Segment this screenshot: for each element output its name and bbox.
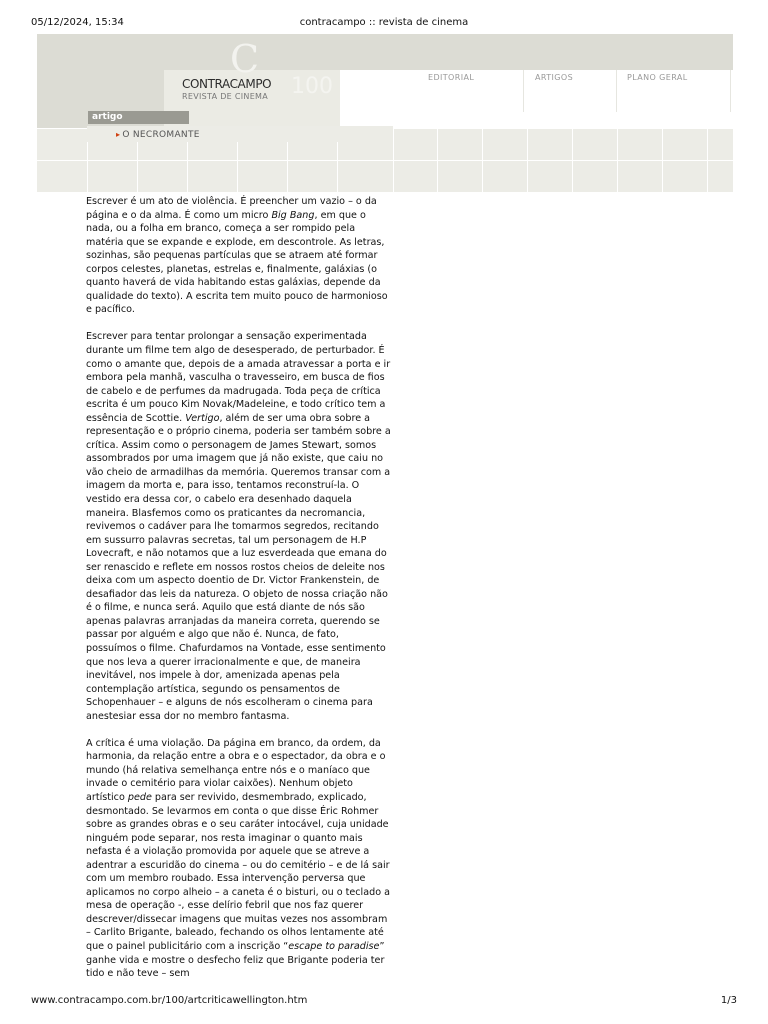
nav-artigos[interactable]: ARTIGOS [535, 73, 574, 82]
breadcrumb-current: O NECROMANTE [122, 130, 200, 140]
grid-line [437, 128, 438, 192]
issue-number: 100 [291, 74, 333, 99]
print-datetime: 05/12/2024, 15:34 [31, 17, 124, 28]
italic-text: Vertigo [185, 412, 220, 424]
grid-line [527, 128, 528, 192]
grid-line [572, 128, 573, 192]
text-run: Escrever para tentar prolongar a sensação experimentada durante um filme tem algo de desesperado, de perturbador. É como o amante que, depois de a amada atravessar a porta e ir embora pela manhã, vasculha o travesseiro, em busca de fios de cabelo e de perfumes da madrugada. Toda peça de crítica escrita é um pouco Kim Novak/Madeleine, e todo crítico tem a essência de Scottie. [86, 331, 391, 424]
article-paragraph [86, 737, 392, 981]
nav-plano-geral[interactable]: PLANO GERAL [627, 73, 688, 82]
nav-divider [616, 70, 617, 112]
logo-mark-icon: C [230, 37, 260, 81]
site-header [37, 34, 733, 192]
text-run: Escrever é um ato de violência. É preencher um vazio – o da página e o da alma. É como um micro [86, 196, 377, 221]
print-page-title: contracampo :: revista de cinema [299, 17, 469, 28]
logo-name[interactable]: CONTRACAMPO [182, 77, 272, 91]
header-band [37, 34, 733, 70]
grid-line [662, 128, 663, 192]
italic-text: escape to paradise [288, 940, 380, 952]
text-run: para ser revivido, desmembrado, explicado, desmontado. Se levarmos em conta o que disse Éric Rohmer sobre as grandes obras e o seu caráter intocável, cuja unidade ninguém pode separar, nos resta imaginar o quanto mais nefasta é a violação promovida por aquele que se atreve a adentrar a escuridão do cinema – ou do cemitério – e de lá sair com um membro roubado. Essa intervenção perversa que aplicamos no corpo alheio – a caneta é o bisturi, ou o teclado a mesa de operação -, esse delírio febril que nos faz querer descrever/dissecar imagens que muitas vezes nos assombram – Carlito Brigante, baleado, fechando os olhos lentamente até que o painel publicitário com a inscrição “ [86, 791, 390, 952]
grid-line [617, 128, 618, 192]
text-run: ” ganhe vida e mostre o desfecho feliz que Brigante poderia ter tido e não teve – sem [86, 940, 385, 980]
grid-line [393, 128, 394, 192]
article-paragraph [86, 330, 392, 723]
breadcrumb [116, 130, 200, 140]
nav-divider [523, 70, 524, 112]
nav-editorial[interactable]: EDITORIAL [428, 73, 475, 82]
grid-line [707, 128, 708, 192]
article-body [86, 195, 392, 994]
grid-line [482, 128, 483, 192]
grid-line [37, 160, 733, 161]
text-run: A crítica é uma violação. Da página em branco, da ordem, da harmonia, da relação entre a obra e o espectador, da obra e o mundo (há relativa semelhança entre nós e o maníaco que invade o cemitério para violar caixões). Nenhum objeto artístico [86, 737, 386, 803]
italic-text: pede [127, 791, 152, 803]
italic-text: Big Bang [271, 209, 315, 221]
main-nav [340, 70, 733, 112]
nav-divider [730, 70, 731, 112]
print-url[interactable]: www.contracampo.com.br/100/artcriticawellington.htm [31, 995, 308, 1006]
text-run: , em que o nada, ou a folha em branco, começa a ser rompido pela matéria que se expande e explode, em descontrole. As letras, sozinhas, são pequenas partículas que se atraem até formar corpos celestes, planetas, estrelas e, finalmente, galáxias (o quanto haverá de vida habitando estas galáxias, depende da qualidade do texto). A escrita tem muito pouco de harmonioso e pacífico. [86, 209, 388, 316]
text-run: , além de ser uma obra sobre a representação e o próprio cinema, poderia ser também sobre a crítica. Assim como o personagem de James Stewart, somos assombrados por uma imagem que já não existe, que caiu no vão cheio de armadilhas da memória. Queremos transar com a imagem da morta e, para isso, tentamos reconstruí-la. O vestido era dessa cor, o cabelo era desenhado daquela maneira. Blasfemos como os praticantes da necromancia, revivemos o cadáver para lhe tomarmos segredos, recitando em sussurro palavras secretas, tal um personagem de H.P Lovecraft, e não notamos que a luz esverdeada que emana do ser renascido e reflete em nossos rostos cheios de deleite nos deixa com um aspecto doentio de Dr. Victor Frankenstein, de desafiador das leis da natureza. O objeto de nossa criação não é o filme, e nunca será. Aquilo que está diante de nós são apenas palavras arranjadas da maneira correta, querendo se passar por alguém e algo que não é. Nunca, de fato, possuímos o filme. Chafurdamos na Vontade, esse sentimento que nos leva a querer irracionalmente e que, de maneira inevitável, nos impele à dor, amenizada apenas pela contemplação artística, segundo os pensamentos de Schopenhauer – e alguns de nós escolheram o cinema para anestesiar essa dor no membro fantasma. [86, 412, 391, 722]
section-tag: artigo [88, 111, 189, 124]
arrow-right-icon: ▸ [116, 130, 121, 139]
logo-tagline: REVISTA DE CINEMA [182, 92, 269, 101]
print-header [31, 17, 737, 31]
article-paragraph [86, 195, 392, 317]
print-page-number: 1/3 [720, 995, 737, 1006]
